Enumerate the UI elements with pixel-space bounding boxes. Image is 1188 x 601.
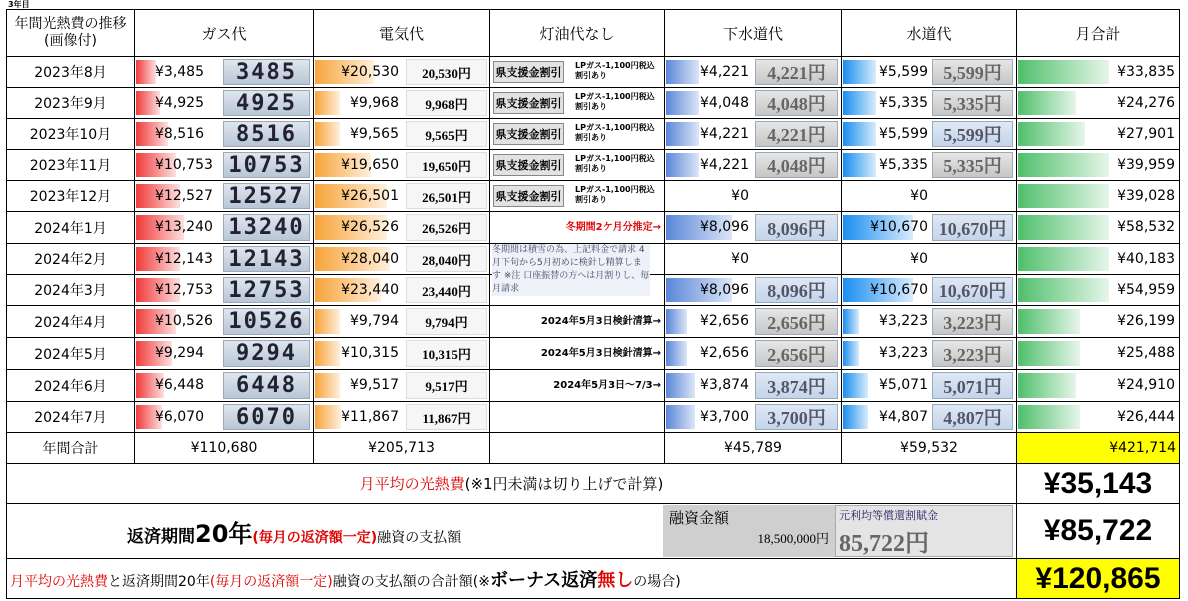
water-value: ¥5,071	[879, 377, 928, 393]
water-value: ¥4,807	[879, 409, 928, 425]
gas-cell	[135, 212, 314, 244]
monthly-total-cell	[1017, 150, 1180, 181]
sewer-value: ¥8,096	[700, 282, 749, 298]
water-value: ¥5,335	[879, 157, 928, 173]
annual-total-label: 年間合計	[7, 433, 135, 464]
sewer-cell	[665, 57, 842, 88]
header-water: 水道代	[842, 10, 1017, 57]
monthly-total-cell	[1017, 244, 1180, 275]
sewer-bar	[666, 309, 687, 334]
combined-label-p7: の場合)	[633, 573, 681, 590]
monthly-average-value: ¥35,143	[1017, 464, 1180, 504]
monthly-total-value: ¥24,910	[1117, 377, 1175, 393]
gas-value: ¥3,485	[155, 64, 204, 80]
kerosene-cell	[490, 150, 665, 181]
table-row	[7, 57, 1180, 88]
electricity-bill-image: 9,565円	[406, 121, 487, 147]
monthly-total-cell	[1017, 338, 1180, 370]
electricity-cell	[314, 57, 490, 88]
sewer-bill-image: 4,048円	[755, 152, 838, 178]
monthly-total-cell	[1017, 275, 1180, 306]
water-cell	[842, 306, 1017, 338]
month-cell: 2024年1月	[7, 212, 135, 244]
header-monthly-total: 月合計	[1017, 10, 1180, 57]
loan-document-image	[663, 505, 1013, 557]
electricity-cell	[314, 338, 490, 370]
water-bill-image: 3,223円	[932, 340, 1013, 367]
sewer-cell	[665, 181, 842, 212]
water-bar	[843, 91, 876, 115]
loan-amount-image	[663, 505, 835, 557]
electricity-bar	[315, 373, 340, 398]
lp-gas-discount-note: LPガス-1,100円税込割引あり	[575, 61, 655, 80]
combined-label-p5: ボーナス返済	[489, 569, 598, 591]
monthly-average-row	[7, 464, 1180, 504]
gas-value: ¥12,143	[155, 251, 213, 267]
sewer-cell	[665, 150, 842, 181]
lp-gas-discount-note: LPガス-1,100円税込割引あり	[575, 123, 655, 142]
water-cell	[842, 150, 1017, 181]
electricity-cell	[314, 88, 490, 119]
gas-value: ¥4,925	[155, 95, 204, 111]
electricity-cell	[314, 181, 490, 212]
electricity-bill-image: 9,968円	[406, 90, 487, 116]
gas-meter-image: 9294	[223, 340, 310, 367]
kerosene-cell	[490, 57, 665, 88]
month-cell: 2024年5月	[7, 338, 135, 370]
combined-label-p2: と返済期間20年	[108, 573, 210, 590]
monthly-total-value: ¥39,028	[1117, 188, 1175, 204]
monthly-total-value: ¥24,276	[1117, 95, 1175, 111]
kerosene-note: 2024年5月3日～7/3→	[553, 380, 661, 391]
kerosene-cell	[490, 119, 665, 150]
sewer-bill-image: 8,096円	[755, 277, 838, 303]
electricity-value: ¥26,526	[341, 219, 399, 235]
loan-amount-label: 融資金額	[669, 511, 730, 527]
monthly-total-bar	[1018, 122, 1085, 146]
header-row	[7, 10, 1180, 57]
sewer-bar	[666, 405, 695, 429]
electricity-cell	[314, 150, 490, 181]
water-cell	[842, 88, 1017, 119]
electricity-value: ¥26,501	[341, 188, 399, 204]
electricity-value: ¥28,040	[341, 251, 399, 267]
winter-billing-note-image: 冬期間は積雪の為、上記料金で請求 4月下旬から5月初めに検針し精算します ※注 口座振替の方へは月割りし、毎月請求	[492, 245, 650, 294]
monthly-total-bar	[1018, 405, 1080, 429]
gas-cell	[135, 244, 314, 275]
sewer-value: ¥4,221	[700, 64, 749, 80]
monthly-total-value: ¥39,959	[1117, 157, 1175, 173]
table-row	[7, 244, 1180, 275]
electricity-cell	[314, 306, 490, 338]
monthly-total-value: ¥25,488	[1117, 345, 1175, 361]
sewer-value: ¥2,656	[700, 313, 749, 329]
subsidy-discount-label: 県支援金割引	[493, 185, 564, 207]
month-cell: 2024年4月	[7, 306, 135, 338]
water-bill-image: 10,670円	[932, 277, 1013, 303]
monthly-total-bar	[1018, 215, 1109, 240]
monthly-total-bar	[1018, 373, 1076, 398]
lp-gas-discount-note: LPガス-1,100円税込割引あり	[575, 92, 655, 111]
table-row	[7, 212, 1180, 244]
sewer-cell	[665, 275, 842, 306]
kerosene-cell	[490, 275, 665, 306]
water-bar	[843, 122, 876, 146]
month-cell: 2023年12月	[7, 181, 135, 212]
gas-meter-image: 10526	[223, 308, 310, 335]
loan-payment-label	[7, 504, 1017, 559]
sewer-value: ¥8,096	[700, 219, 749, 235]
electricity-cell	[314, 370, 490, 402]
gas-cell	[135, 150, 314, 181]
water-bar	[843, 373, 868, 398]
combined-label-p3: (毎月の返済額一定)	[209, 573, 333, 590]
gas-cell	[135, 370, 314, 402]
water-bill-image: 5,599円	[932, 59, 1013, 85]
kerosene-cell	[490, 370, 665, 402]
gas-cell	[135, 181, 314, 212]
monthly-total-value: ¥26,444	[1117, 409, 1175, 425]
electricity-bar	[315, 122, 340, 146]
electricity-bill-image: 28,040円	[406, 246, 487, 272]
water-bill-image: 4,807円	[932, 404, 1013, 430]
sewer-value: ¥3,700	[700, 409, 749, 425]
avg-label-red: 月平均の光熱費	[359, 475, 465, 493]
annual-electricity-total: ¥205,713	[314, 433, 490, 464]
electricity-bill-image: 20,530円	[406, 59, 487, 85]
monthly-total-cell	[1017, 119, 1180, 150]
header-sewer: 下水道代	[665, 10, 842, 57]
monthly-total-bar	[1018, 184, 1109, 208]
electricity-value: ¥9,565	[350, 126, 399, 142]
lp-gas-discount-note: LPガス-1,100円税込割引あり	[575, 185, 655, 204]
gas-value: ¥9,294	[155, 345, 204, 361]
month-cell: 2023年10月	[7, 119, 135, 150]
water-bill-image: 5,599円	[932, 121, 1013, 147]
sewer-bill-image: 2,656円	[755, 340, 838, 367]
sewer-bill-image: 8,096円	[755, 214, 838, 241]
electricity-value: ¥10,315	[341, 345, 399, 361]
kerosene-note: 冬期間2ケ月分推定→	[565, 222, 661, 233]
subsidy-discount-label: 県支援金割引	[493, 61, 564, 83]
monthly-total-value: ¥27,901	[1117, 126, 1175, 142]
subsidy-discount-label: 県支援金割引	[493, 154, 564, 176]
gas-value: ¥6,448	[155, 377, 204, 393]
monthly-total-value: ¥40,183	[1117, 251, 1175, 267]
monthly-total-cell	[1017, 402, 1180, 433]
monthly-total-bar	[1018, 341, 1080, 366]
electricity-cell	[314, 402, 490, 433]
water-cell	[842, 370, 1017, 402]
table-row	[7, 150, 1180, 181]
sewer-cell	[665, 338, 842, 370]
gas-meter-image: 3485	[223, 59, 310, 85]
combined-total-row	[7, 559, 1180, 599]
annual-kerosene-total	[490, 433, 665, 464]
monthly-total-cell	[1017, 57, 1180, 88]
gas-meter-image: 6448	[223, 372, 310, 399]
gas-meter-image: 13240	[223, 214, 310, 241]
gas-value: ¥13,240	[155, 219, 213, 235]
month-cell: 2024年2月	[7, 244, 135, 275]
electricity-bar	[315, 405, 341, 429]
electricity-bar	[315, 309, 340, 334]
water-value: ¥0	[910, 251, 928, 267]
monthly-average-label	[7, 464, 1017, 504]
electricity-cell	[314, 275, 490, 306]
water-cell	[842, 212, 1017, 244]
water-value: ¥5,599	[879, 126, 928, 142]
electricity-cell	[314, 244, 490, 275]
monthly-total-bar	[1018, 278, 1109, 302]
header-period: 年間光熱費の推移(画像付)	[7, 10, 135, 57]
gas-cell	[135, 88, 314, 119]
kerosene-cell	[490, 181, 665, 212]
kerosene-note: 2024年5月3日検針清算→	[540, 348, 661, 359]
monthly-total-bar	[1018, 60, 1109, 84]
sewer-cell	[665, 119, 842, 150]
combined-total-label	[7, 559, 1017, 599]
loan-label-d: 融資の支払額	[377, 529, 462, 546]
sewer-value: ¥3,874	[700, 377, 749, 393]
gas-value: ¥12,753	[155, 282, 213, 298]
sewer-value: ¥4,221	[700, 126, 749, 142]
sewer-cell	[665, 370, 842, 402]
sewer-value: ¥4,221	[700, 157, 749, 173]
gas-cell	[135, 119, 314, 150]
electricity-value: ¥11,867	[341, 409, 399, 425]
water-cell	[842, 275, 1017, 306]
utility-cost-table	[6, 9, 1180, 599]
water-value: ¥0	[910, 188, 928, 204]
sewer-bar	[666, 341, 687, 366]
monthly-total-cell	[1017, 306, 1180, 338]
electricity-bill-image: 26,501円	[406, 183, 487, 209]
monthly-total-bar	[1018, 309, 1080, 334]
electricity-value: ¥20,530	[341, 64, 399, 80]
water-cell	[842, 57, 1017, 88]
water-value: ¥3,223	[879, 313, 928, 329]
gas-value: ¥8,516	[155, 126, 204, 142]
installment-label: 元利均等償還割賦金	[839, 510, 938, 522]
month-cell: 2023年9月	[7, 88, 135, 119]
monthly-total-value: ¥54,959	[1117, 282, 1175, 298]
kerosene-cell	[490, 306, 665, 338]
water-value: ¥10,670	[870, 219, 928, 235]
loan-label-years: 20年	[195, 519, 253, 548]
table-row	[7, 275, 1180, 306]
monthly-total-value: ¥58,532	[1117, 219, 1175, 235]
table-row	[7, 402, 1180, 433]
table-row	[7, 119, 1180, 150]
kerosene-cell	[490, 402, 665, 433]
gas-meter-image: 12753	[223, 277, 310, 303]
gas-value: ¥6,070	[155, 409, 204, 425]
sewer-cell	[665, 244, 842, 275]
water-value: ¥10,670	[870, 282, 928, 298]
water-cell	[842, 244, 1017, 275]
electricity-value: ¥9,517	[350, 377, 399, 393]
table-row	[7, 88, 1180, 119]
sewer-bill-image: 3,700円	[755, 404, 838, 430]
sewer-cell	[665, 402, 842, 433]
electricity-bill-image: 9,794円	[406, 308, 487, 335]
electricity-value: ¥19,650	[341, 157, 399, 173]
installment-value: 85,722円	[839, 531, 929, 557]
electricity-bill-image: 9,517円	[406, 372, 487, 399]
sewer-cell	[665, 306, 842, 338]
combined-total-value: ¥120,865	[1017, 559, 1180, 599]
electricity-cell	[314, 119, 490, 150]
water-value: ¥3,223	[879, 345, 928, 361]
table-row	[7, 338, 1180, 370]
loan-label-a: 返済期間	[127, 526, 195, 547]
monthly-total-cell	[1017, 370, 1180, 402]
sewer-bar	[666, 91, 699, 115]
water-cell	[842, 402, 1017, 433]
sewer-value: ¥0	[731, 188, 749, 204]
header-electricity: 電気代	[314, 10, 490, 57]
month-cell: 2023年8月	[7, 57, 135, 88]
table-row	[7, 306, 1180, 338]
table-row	[7, 181, 1180, 212]
electricity-bill-image: 26,526円	[406, 214, 487, 241]
gas-meter-image: 4925	[223, 90, 310, 116]
gas-value: ¥12,527	[155, 188, 213, 204]
sewer-bar	[666, 153, 699, 177]
water-bill-image: 5,071円	[932, 372, 1013, 399]
sewer-bar	[666, 60, 699, 84]
water-value: ¥5,335	[879, 95, 928, 111]
gas-value: ¥10,753	[155, 157, 213, 173]
annual-total-row	[7, 433, 1180, 464]
water-bar	[843, 405, 868, 429]
installment-image	[835, 505, 1013, 557]
gas-meter-image: 8516	[223, 121, 310, 147]
combined-label-p6: 無し	[597, 569, 634, 591]
combined-label-p1: 月平均の光熱費	[10, 573, 108, 590]
water-bill-image: 3,223円	[932, 308, 1013, 335]
subsidy-discount-label: 県支援金割引	[493, 92, 564, 114]
water-bill-image: 5,335円	[932, 90, 1013, 116]
kerosene-cell	[490, 88, 665, 119]
month-cell: 2024年7月	[7, 402, 135, 433]
water-bar	[843, 341, 859, 366]
sewer-bar	[666, 122, 699, 146]
water-bill-image: 5,335円	[932, 152, 1013, 178]
avg-label-note: (※1円未満は切り上げで計算)	[464, 475, 664, 493]
loan-amount-value: 18,500,000円	[757, 531, 829, 546]
electricity-bill-image: 10,315円	[406, 340, 487, 367]
gas-value: ¥10,526	[155, 313, 213, 329]
sewer-cell	[665, 212, 842, 244]
annual-gas-total: ¥110,680	[135, 433, 314, 464]
kerosene-note: 2024年5月3日検針清算→	[540, 316, 661, 327]
monthly-total-bar	[1018, 91, 1076, 115]
electricity-bar	[315, 341, 340, 366]
lp-gas-discount-note: LPガス-1,100円税込割引あり	[575, 154, 655, 173]
header-gas: ガス代	[135, 10, 314, 57]
sewer-value: ¥4,048	[700, 95, 749, 111]
water-cell	[842, 119, 1017, 150]
kerosene-cell	[490, 212, 665, 244]
water-bar	[843, 60, 876, 84]
electricity-bill-image: 19,650円	[406, 152, 487, 178]
water-bar	[843, 153, 876, 177]
subsidy-discount-label: 県支援金割引	[493, 123, 564, 145]
gas-cell	[135, 338, 314, 370]
month-cell: 2024年3月	[7, 275, 135, 306]
sewer-bill-image: 3,874円	[755, 372, 838, 399]
electricity-bill-image: 11,867円	[406, 404, 487, 430]
gas-meter-image: 10753	[223, 152, 310, 178]
monthly-total-bar	[1018, 153, 1109, 177]
kerosene-cell	[490, 244, 665, 294]
sheet-corner-label: 3年目	[8, 0, 30, 9]
sewer-cell	[665, 88, 842, 119]
annual-water-total: ¥59,532	[842, 433, 1017, 464]
month-cell: 2023年11月	[7, 150, 135, 181]
gas-cell	[135, 306, 314, 338]
electricity-bar	[315, 91, 340, 115]
electricity-value: ¥23,440	[341, 282, 399, 298]
water-bill-image: 10,670円	[932, 214, 1013, 241]
loan-payment-value: ¥85,722	[1017, 504, 1180, 559]
annual-grand-total: ¥421,714	[1017, 433, 1180, 464]
annual-sewer-total: ¥45,789	[665, 433, 842, 464]
gas-bar	[136, 60, 156, 84]
gas-meter-image: 6070	[223, 404, 310, 430]
water-cell	[842, 338, 1017, 370]
sewer-value: ¥0	[731, 251, 749, 267]
header-kerosene: 灯油代なし	[490, 10, 665, 57]
electricity-cell	[314, 212, 490, 244]
kerosene-cell	[490, 338, 665, 370]
water-bar	[843, 309, 859, 334]
combined-label-p4: 融資の支払額の合計額(※	[332, 573, 490, 590]
monthly-total-cell	[1017, 181, 1180, 212]
sewer-bill-image: 4,221円	[755, 121, 838, 147]
electricity-value: ¥9,794	[350, 313, 399, 329]
gas-cell	[135, 57, 314, 88]
sewer-bar	[666, 373, 695, 398]
month-cell: 2024年6月	[7, 370, 135, 402]
loan-payment-row	[7, 504, 1180, 559]
gas-cell	[135, 275, 314, 306]
water-value: ¥5,599	[879, 64, 928, 80]
table-row	[7, 370, 1180, 402]
gas-meter-image: 12143	[223, 246, 310, 272]
sewer-value: ¥2,656	[700, 345, 749, 361]
sewer-bill-image: 2,656円	[755, 308, 838, 335]
monthly-total-cell	[1017, 212, 1180, 244]
electricity-value: ¥9,968	[350, 95, 399, 111]
sewer-bill-image: 4,221円	[755, 59, 838, 85]
water-cell	[842, 181, 1017, 212]
sewer-bill-image: 4,048円	[755, 90, 838, 116]
monthly-total-value: ¥33,835	[1117, 64, 1175, 80]
monthly-total-cell	[1017, 88, 1180, 119]
gas-meter-image: 12527	[223, 183, 310, 209]
electricity-bill-image: 23,440円	[406, 277, 487, 303]
monthly-total-bar	[1018, 247, 1109, 271]
loan-label-fixed: (毎月の返済額一定)	[252, 529, 378, 546]
gas-cell	[135, 402, 314, 433]
monthly-total-value: ¥26,199	[1117, 313, 1175, 329]
